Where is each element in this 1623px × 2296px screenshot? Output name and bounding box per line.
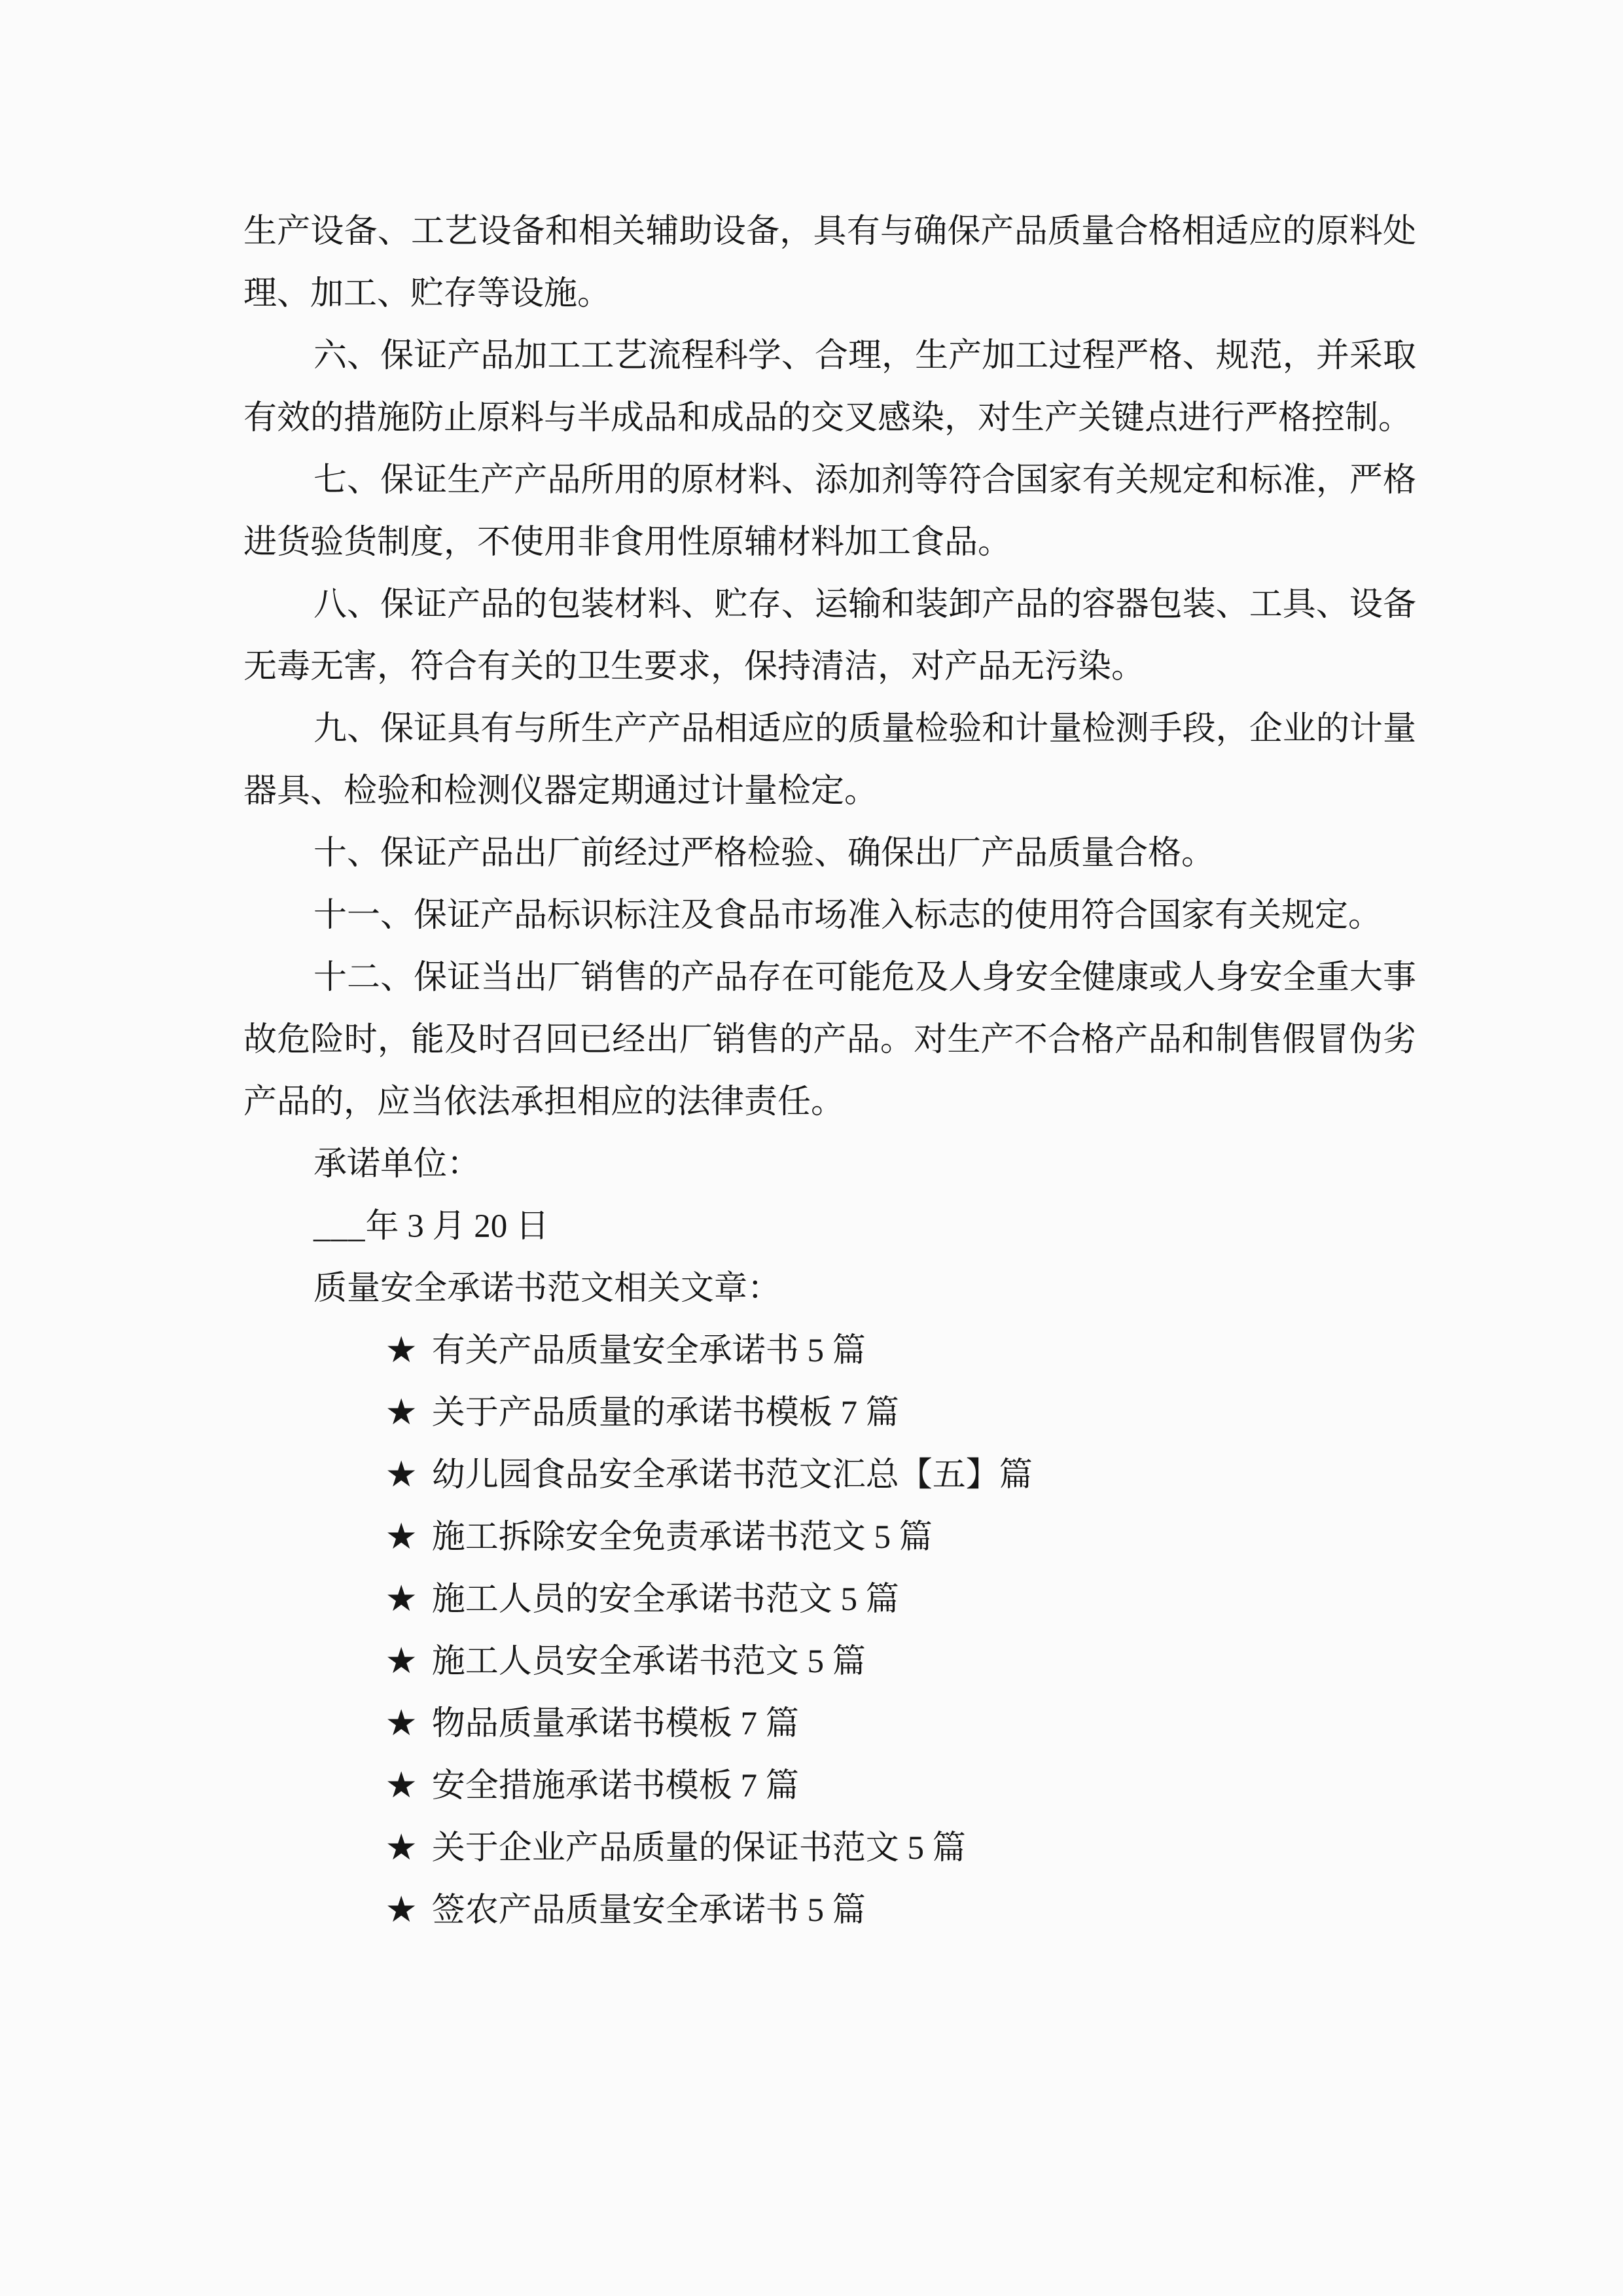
related-article-item — [243, 1507, 1416, 1569]
related-article-item — [243, 1880, 1416, 1942]
related-article-item — [243, 1444, 1416, 1507]
paragraph-text: 质量安全承诺书范文相关文章： — [313, 1270, 781, 1307]
related-article-text: 关于产品质量的承诺书模板 7 篇 — [431, 1395, 899, 1431]
related-article-item — [243, 1631, 1416, 1693]
paragraph — [243, 1134, 1416, 1196]
star-bullet-icon: ★ — [385, 1331, 418, 1371]
related-article-item — [243, 1693, 1416, 1755]
star-bullet-icon: ★ — [385, 1766, 418, 1806]
related-article-text: 施工人员安全承诺书范文 5 篇 — [431, 1643, 866, 1680]
star-bullet-icon: ★ — [385, 1455, 418, 1496]
related-article-text: 物品质量承诺书模板 7 篇 — [431, 1706, 799, 1742]
related-article-text: 幼儿园食品安全承诺书范文汇总【五】篇 — [431, 1457, 1033, 1494]
related-article-text: 有关产品质量安全承诺书 5 篇 — [431, 1333, 866, 1369]
paragraph-text: 七、保证生产产品所用的原材料、添加剂等符合国家有关规定和标准，严格进货验货制度，不使用非食用性原辅材料加工食品。 — [243, 462, 1416, 561]
paragraph-text: 承诺单位： — [313, 1146, 481, 1183]
paragraph-text: 六、保证产品加工工艺流程科学、合理，生产加工过程严格、规范，并采取有效的措施防止原料与半成品和成品的交叉感染，对生产关键点进行严格控制。 — [243, 338, 1416, 437]
star-bullet-icon: ★ — [385, 1579, 418, 1620]
related-article-item — [243, 1818, 1416, 1880]
paragraph — [243, 574, 1416, 698]
paragraph — [243, 325, 1416, 450]
star-bullet-icon: ★ — [385, 1890, 418, 1931]
document-body — [243, 201, 1416, 1942]
related-article-text: 施工拆除安全免责承诺书范文 5 篇 — [431, 1519, 933, 1556]
paragraph — [243, 947, 1416, 1134]
paragraph-text: 十、保证产品出厂前经过严格检验、确保出厂产品质量合格。 — [313, 835, 1215, 872]
related-article-item — [243, 1382, 1416, 1444]
related-article-text: 安全措施承诺书模板 7 篇 — [431, 1768, 799, 1804]
star-bullet-icon: ★ — [385, 1517, 418, 1558]
related-article-item — [243, 1320, 1416, 1382]
paragraph — [243, 201, 1416, 325]
related-article-text: 签农产品质量安全承诺书 5 篇 — [431, 1892, 866, 1929]
paragraph — [243, 823, 1416, 885]
date-line — [243, 1196, 1416, 1258]
star-bullet-icon: ★ — [385, 1828, 418, 1869]
paragraph-text: 九、保证具有与所生产产品相适应的质量检验和计量检测手段，企业的计量器具、检验和检测仪器定期通过计量检定。 — [243, 711, 1416, 810]
paragraph — [243, 698, 1416, 823]
star-bullet-icon: ★ — [385, 1393, 418, 1433]
related-article-text: 关于企业产品质量的保证书范文 5 篇 — [431, 1830, 966, 1867]
related-article-item — [243, 1755, 1416, 1818]
star-bullet-icon: ★ — [385, 1641, 418, 1682]
star-bullet-icon: ★ — [385, 1704, 418, 1744]
paragraph — [243, 885, 1416, 947]
paragraph-text: 十一、保证产品标识标注及食品市场准入标志的使用符合国家有关规定。 — [313, 897, 1382, 934]
paragraph — [243, 450, 1416, 574]
related-article-item — [243, 1569, 1416, 1631]
paragraph-text: 八、保证产品的包装材料、贮存、运输和装卸产品的容器包装、工具、设备无毒无害，符合有关的卫生要求，保持清洁，对产品无污染。 — [243, 586, 1416, 685]
paragraph-text: 十二、保证当出厂销售的产品存在可能危及人身安全健康或人身安全重大事故危险时，能及时召回已经出厂销售的产品。对生产不合格产品和制售假冒伪劣产品的，应当依法承担相应的法律责任。 — [243, 960, 1416, 1121]
date-blank-underline: ___ — [313, 1208, 366, 1245]
related-article-text: 施工人员的安全承诺书范文 5 篇 — [431, 1581, 899, 1618]
paragraph-text: 生产设备、工艺设备和相关辅助设备，具有与确保产品质量合格相适应的原料处理、加工、贮存等设施。 — [243, 213, 1416, 312]
paragraph — [243, 1258, 1416, 1320]
date-text: 年 3 月 20 日 — [365, 1208, 550, 1245]
